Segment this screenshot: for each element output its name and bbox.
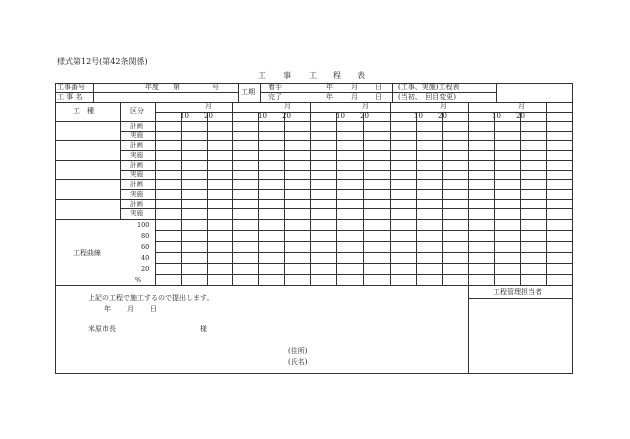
date-year: 年	[104, 305, 111, 313]
form-title-char: 程	[333, 71, 341, 80]
period-label: 工期	[241, 88, 255, 96]
day-tick: 10	[492, 112, 501, 120]
day-tick: 20	[438, 112, 447, 120]
start-year-label: 年	[326, 83, 333, 91]
project-number-label: 工事番号	[57, 83, 85, 91]
fiscal-year-label: 年度	[145, 83, 159, 91]
month-label: 月	[518, 102, 525, 110]
row-plan-label: 計画	[130, 161, 143, 169]
manager-label: 工程管理担当者	[493, 288, 542, 296]
project-name-label: 工 事 名	[57, 93, 83, 101]
end-year-label: 年	[326, 93, 333, 101]
progress-scale-20: 20	[141, 265, 150, 273]
work-type-label: 工 種	[73, 107, 94, 115]
name-label: (氏名)	[288, 358, 308, 366]
dai-label: 第	[173, 83, 180, 91]
addressee: 米原市長	[88, 325, 116, 333]
progress-scale-100: 100	[137, 221, 150, 229]
day-tick: 20	[204, 112, 213, 120]
row-actual-label: 実施	[130, 170, 143, 178]
row-actual-label: 実施	[130, 131, 143, 139]
row-plan-label: 計画	[130, 122, 143, 130]
row-actual-label: 実施	[130, 190, 143, 198]
start-day-label: 日	[375, 83, 382, 91]
start-label: 着手	[268, 83, 282, 91]
day-tick: 10	[180, 112, 189, 120]
form-title-char: 工	[258, 71, 266, 80]
day-tick: 10	[414, 112, 423, 120]
form-title-char: 事	[283, 71, 291, 80]
month-label: 月	[284, 102, 291, 110]
row-actual-label: 実施	[130, 209, 143, 217]
end-day-label: 日	[375, 93, 382, 101]
submission-text: 上記の工程で施工するので提出します。	[88, 294, 214, 302]
day-tick: 10	[336, 112, 345, 120]
date-month: 月	[127, 305, 134, 313]
end-label: 完了	[268, 93, 282, 101]
form-title-char: 工	[309, 71, 317, 80]
address-label: (住所)	[288, 347, 308, 355]
progress-scale-60: 60	[141, 243, 150, 251]
row-plan-label: 計画	[130, 180, 143, 188]
day-tick: 20	[516, 112, 525, 120]
month-label: 月	[362, 102, 369, 110]
end-month-label: 月	[351, 93, 358, 101]
progress-scale-80: 80	[141, 232, 150, 240]
form-title-char: 表	[357, 71, 365, 80]
revision-note: (当初、 回目変更)	[398, 93, 456, 101]
type-note: (工事、実施)工程表	[398, 83, 460, 91]
row-plan-label: 計画	[130, 141, 143, 149]
month-label: 月	[440, 102, 447, 110]
progress-curve-label: 工程曲線	[73, 249, 101, 257]
honorific: 様	[200, 325, 207, 333]
go-label: 号	[212, 83, 219, 91]
row-actual-label: 実施	[130, 151, 143, 159]
day-tick: 10	[258, 112, 267, 120]
date-day: 日	[150, 305, 157, 313]
progress-scale-percent: %	[135, 276, 142, 284]
month-label: 月	[205, 102, 212, 110]
category-label: 区分	[130, 107, 144, 115]
progress-scale-40: 40	[141, 254, 150, 262]
day-tick: 20	[282, 112, 291, 120]
form-number: 様式第12号(第42条関係)	[57, 57, 148, 66]
day-tick: 20	[360, 112, 369, 120]
start-month-label: 月	[351, 83, 358, 91]
row-plan-label: 計画	[130, 200, 143, 208]
